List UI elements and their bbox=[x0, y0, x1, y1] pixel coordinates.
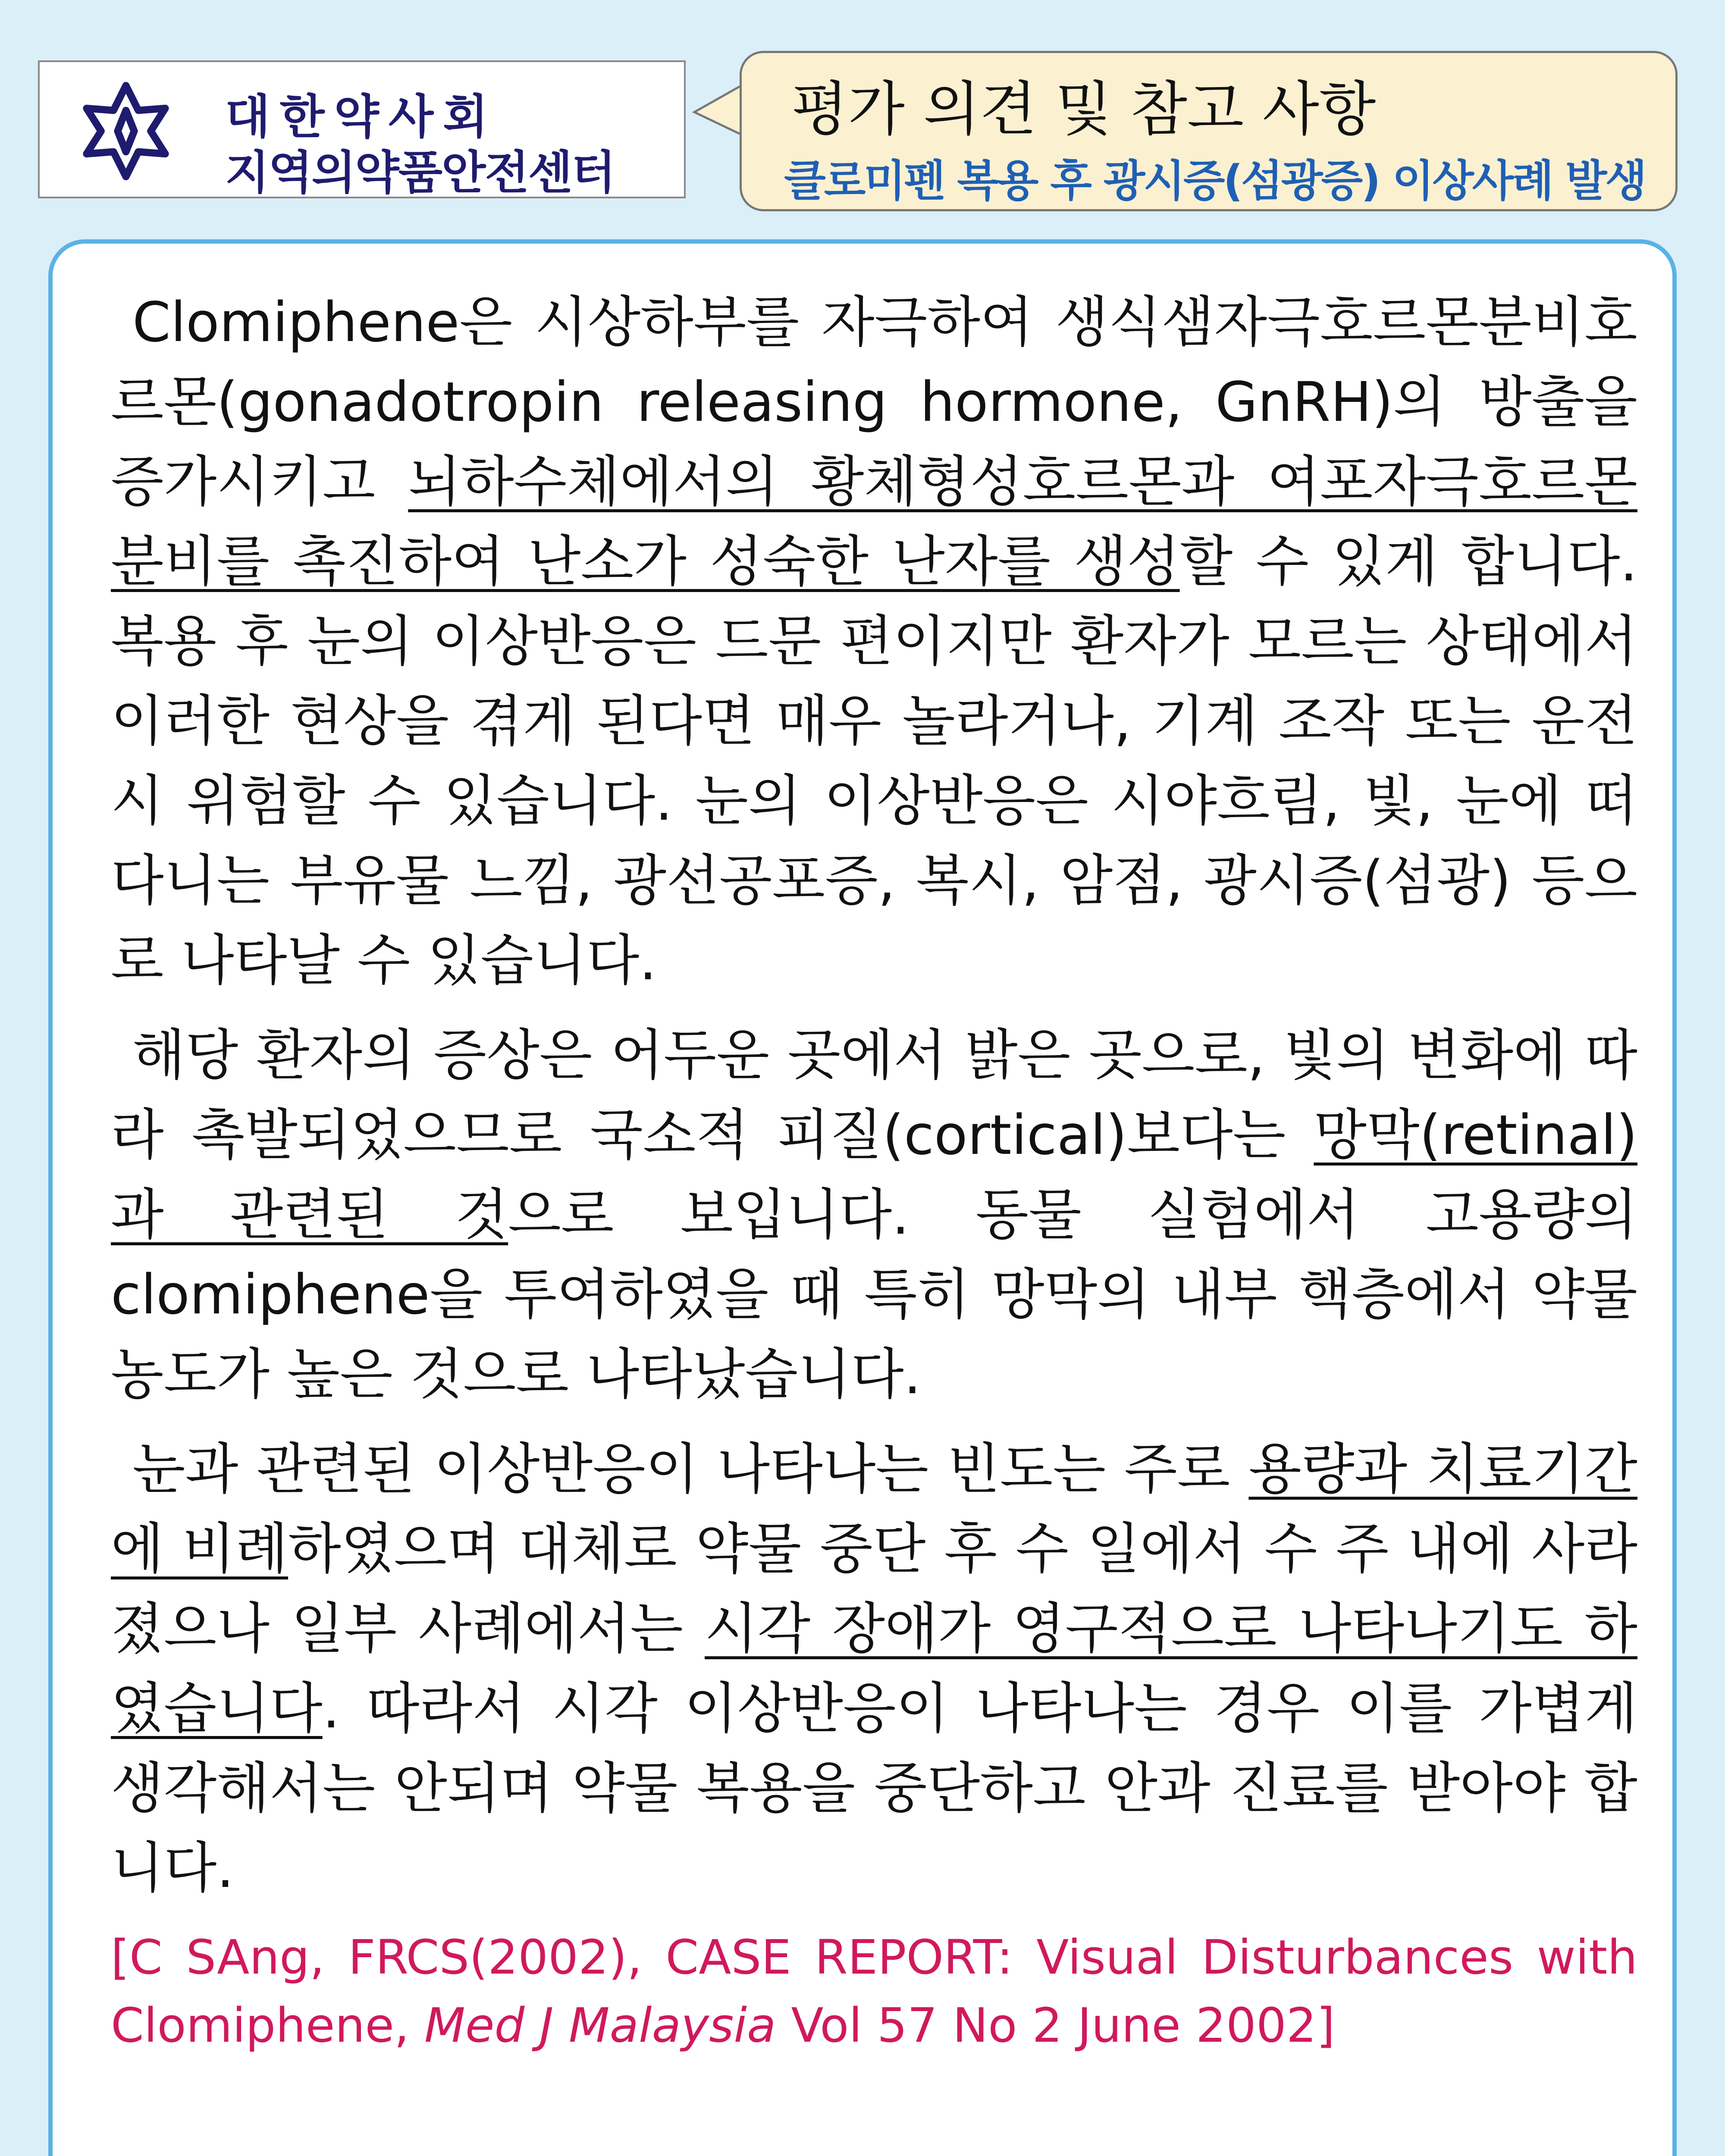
reference-citation bbox=[111, 1923, 1637, 2059]
content-box bbox=[48, 239, 1677, 2156]
p2-segment: 해당 환자의 증상은 어두운 곳에서 밝은 곳으로, 빛의 변화에 따라 촉발되었으므로 국소적 피질(cortical)보다는 bbox=[111, 1023, 1637, 1167]
p1-segment: 할 수 있게 합니다. 복용 후 눈의 이상반응은 드문 편이지만 환자가 모르는 상태에서 이러한 현상을 겪게 된다면 매우 놀라거나, 기계 조작 또는 운전 시 위험할 수 있습니다. 눈의 이상반응은 시야흐림, 빛, 눈에 떠다니는 부유물 느낌, 광선공포증, 복시, 암점, 광시증(섬광) 등으로 나타날 수 있습니다. bbox=[111, 530, 1637, 992]
reference-text: [C SAng, FRCS(2002), CASE REPORT: Visual Disturbances with Clomiphene, bbox=[111, 1930, 1637, 2053]
page-subtitle: 클로미펜 복용 후 광시증(섬광증) 이상사례 발생 bbox=[784, 156, 1645, 206]
p2-underlined-segment: 망막(retinal)과 관련된 것 bbox=[111, 1103, 1637, 1247]
p3-underlined-segment: 용량과 치료기간에 비례 bbox=[111, 1437, 1637, 1581]
p3-segment: . 따라서 시각 이상반응이 나타나는 경우 이를 가볍게 생각해서는 안되며 약물 복용을 중단하고 안과 진료를 받아야 합니다. bbox=[111, 1677, 1637, 1900]
paragraph-2 bbox=[111, 1015, 1637, 1414]
page-title: 평가 의견 및 참고 사항 bbox=[791, 75, 1376, 144]
paragraph-3 bbox=[111, 1429, 1637, 1908]
reference-text: Vol 57 No 2 June 2002] bbox=[776, 1998, 1335, 2053]
logo-org-name: 대한약사회 bbox=[225, 90, 498, 144]
p1-underlined-segment: 뇌하수체에서의 황체형성호르몬과 여포자극호르몬 분비를 촉진하여 난소가 성숙한 난자를 생성 bbox=[111, 450, 1638, 593]
reference-journal: Med J Malaysia bbox=[424, 1998, 776, 2053]
content-text bbox=[111, 282, 1637, 2059]
p2-segment: 으로 보입니다. 동물 실험에서 고용량의 clomiphene을 투여하였을 때 특히 망막의 내부 핵층에서 약물농도가 높은 것으로 나타났습니다. bbox=[111, 1183, 1638, 1406]
p3-underlined-segment: 시각 장애가 영구적으로 나타나기도 하였습니다 bbox=[111, 1597, 1637, 1740]
p1-segment: Clomiphene은 시상하부를 자극하여 생식샘자극호르몬분비호르몬(gonadotropin releasing hormone, GnRH)의 방출을 증가시키고 bbox=[111, 290, 1637, 514]
p3-segment: 눈과 관련된 이상반응이 나타나는 빈도는 주로 bbox=[132, 1437, 1249, 1501]
p3-segment: 하였으며 대체로 약물 중단 후 수 일에서 수 주 내에 사라졌으나 일부 사례에서는 bbox=[111, 1517, 1637, 1661]
logo-box bbox=[38, 60, 686, 198]
pharmacy-logo-icon bbox=[70, 79, 182, 183]
callout-box bbox=[740, 51, 1678, 211]
paragraph-1 bbox=[111, 282, 1637, 1000]
logo-center-name: 지역의약품안전센터 bbox=[225, 146, 615, 199]
